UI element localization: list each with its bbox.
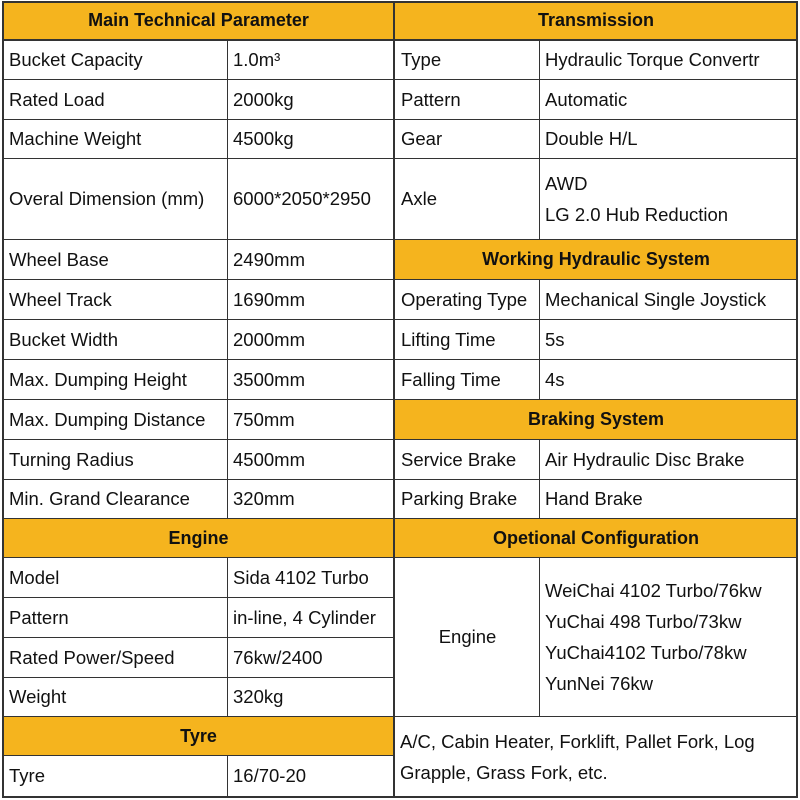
- spec-label: [3, 598, 228, 637]
- spec-label: [395, 280, 540, 319]
- cell-text: Overal Dimension (mm): [9, 188, 205, 210]
- spec-label: [395, 159, 540, 239]
- cell-text: Rated Load: [9, 88, 105, 110]
- spec-value: [228, 638, 394, 677]
- spec-label: [3, 638, 228, 677]
- cell-text: Parking Brake: [401, 488, 518, 510]
- cell-text: 16/70-20: [233, 765, 307, 787]
- cell-text: Tyre: [180, 725, 217, 746]
- optional-config-header: [395, 519, 797, 557]
- cell-text: 1690mm: [233, 288, 305, 310]
- cell-text: 4s: [545, 368, 565, 390]
- spec-value: [228, 678, 394, 716]
- cell-text: Turning Radius: [9, 448, 134, 470]
- spec-value: [540, 120, 797, 158]
- spec-label: [3, 41, 228, 79]
- spec-label: [395, 80, 540, 119]
- cell-text: 2490mm: [233, 248, 305, 270]
- cell-text: Grapple, Grass Fork, etc.: [400, 761, 608, 783]
- cell-text: Tyre: [9, 765, 45, 787]
- spec-label: [3, 280, 228, 319]
- cell-text: Max. Dumping Height: [9, 368, 187, 390]
- optional-accessories: [395, 717, 797, 796]
- optional-engine-label: [395, 558, 540, 716]
- main-parameter-header: [3, 2, 394, 39]
- spec-label: [395, 120, 540, 158]
- cell-text: 320mm: [233, 488, 295, 510]
- cell-text: Sida 4102 Turbo: [233, 566, 369, 588]
- cell-text: Service Brake: [401, 448, 517, 470]
- spec-value: [540, 360, 797, 399]
- spec-value: [228, 558, 394, 597]
- cell-text: Hydraulic Torque Convertr: [545, 49, 760, 71]
- spec-value: [228, 440, 394, 479]
- cell-text: Model: [9, 566, 60, 588]
- spec-label: [395, 320, 540, 359]
- cell-text: Automatic: [545, 88, 628, 110]
- cell-text: Gear: [401, 128, 443, 150]
- spec-value: [228, 400, 394, 439]
- cell-text: Min. Grand Clearance: [9, 488, 190, 510]
- engine-option: WeiChai 4102 Turbo/76kw: [545, 580, 762, 601]
- spec-label: [3, 120, 228, 158]
- transmission-header: [395, 2, 797, 39]
- spec-value: [228, 480, 394, 518]
- cell-text: Pattern: [9, 606, 69, 628]
- cell-text: AWD: [545, 173, 588, 194]
- cell-text: 3500mm: [233, 368, 305, 390]
- hydraulic-header: [395, 240, 797, 279]
- spec-label: [3, 558, 228, 597]
- spec-label: [395, 480, 540, 518]
- cell-text: 750mm: [233, 408, 295, 430]
- spec-value: [540, 320, 797, 359]
- cell-text: Engine: [168, 527, 229, 548]
- cell-text: in-line, 4 Cylinder: [233, 606, 376, 628]
- cell-text: 1.0m³: [233, 49, 281, 71]
- cell-text: LG 2.0 Hub Reduction: [545, 204, 729, 225]
- cell-text: 2000mm: [233, 328, 305, 350]
- cell-text: 6000*2050*2950: [233, 188, 371, 210]
- engine-header: [3, 519, 394, 557]
- spec-value: [228, 320, 394, 359]
- cell-text: Bucket Width: [9, 328, 118, 350]
- spec-value: [228, 120, 394, 158]
- cell-text: 320kg: [233, 686, 284, 708]
- cell-text: Braking System: [527, 409, 665, 430]
- cell-text: Mechanical Single Joystick: [545, 288, 767, 310]
- braking-header: [395, 400, 797, 439]
- cell-text: Pattern: [401, 88, 461, 110]
- spec-value: [228, 360, 394, 399]
- cell-text: Type: [401, 49, 442, 71]
- spec-label: [3, 400, 228, 439]
- cell-text: Opetional Configuration: [493, 527, 699, 548]
- cell-text: Transmission: [537, 10, 655, 31]
- spec-value: [228, 80, 394, 119]
- spec-label: [395, 41, 540, 79]
- spec-value: [540, 440, 797, 479]
- spec-value: [228, 280, 394, 319]
- spec-label: [3, 360, 228, 399]
- cell-text: Wheel Base: [9, 248, 109, 270]
- spec-value: [540, 480, 797, 518]
- cell-text: A/C, Cabin Heater, Forklift, Pallet Fork, Log: [400, 730, 755, 752]
- spec-value: [228, 159, 394, 239]
- spec-value: [228, 598, 394, 637]
- cell-text: Machine Weight: [9, 128, 142, 150]
- cell-text: Operating Type: [401, 288, 528, 310]
- spec-value: [540, 159, 797, 239]
- cell-text: Double H/L: [545, 128, 638, 150]
- spec-label: [3, 80, 228, 119]
- engine-option: YuChai 498 Turbo/73kw: [545, 611, 742, 632]
- engine-option: YunNei 76kw: [545, 673, 653, 694]
- spec-label: [395, 440, 540, 479]
- cell-text: Max. Dumping Distance: [9, 408, 206, 430]
- cell-text: Air Hydraulic Disc Brake: [545, 448, 745, 470]
- cell-text: Working Hydraulic System: [482, 249, 710, 270]
- spec-label: [3, 756, 228, 796]
- spec-label: [3, 159, 228, 239]
- tyre-header: [3, 717, 394, 755]
- spec-label: [3, 480, 228, 518]
- cell-text: Wheel Track: [9, 288, 112, 310]
- spec-value: [540, 80, 797, 119]
- cell-text: Rated Power/Speed: [9, 646, 175, 668]
- cell-text: 4500kg: [233, 128, 294, 150]
- cell-text: Bucket Capacity: [9, 49, 143, 71]
- engine-option: YuChai4102 Turbo/78kw: [545, 642, 747, 663]
- spec-label: [395, 360, 540, 399]
- cell-text: Lifting Time: [401, 328, 496, 350]
- spec-value: [228, 41, 394, 79]
- cell-text: Weight: [9, 686, 67, 708]
- spec-label: [3, 320, 228, 359]
- cell-text: Engine: [438, 626, 497, 648]
- cell-text: 5s: [545, 328, 565, 350]
- spec-label: [3, 678, 228, 716]
- cell-text: 4500mm: [233, 448, 305, 470]
- optional-engine-options: [540, 558, 797, 716]
- cell-text: Hand Brake: [545, 488, 643, 510]
- spec-value: [540, 280, 797, 319]
- spec-value: [228, 240, 394, 279]
- spec-value: [540, 41, 797, 79]
- cell-text: Falling Time: [401, 368, 501, 390]
- spec-label: [3, 240, 228, 279]
- main-parameter-header-label: Main Technical Parameter: [88, 10, 309, 31]
- spec-value: [228, 756, 394, 796]
- cell-text: 2000kg: [233, 88, 294, 110]
- spec-label: [3, 440, 228, 479]
- cell-text: Axle: [401, 188, 437, 210]
- cell-text: 76kw/2400: [233, 646, 323, 668]
